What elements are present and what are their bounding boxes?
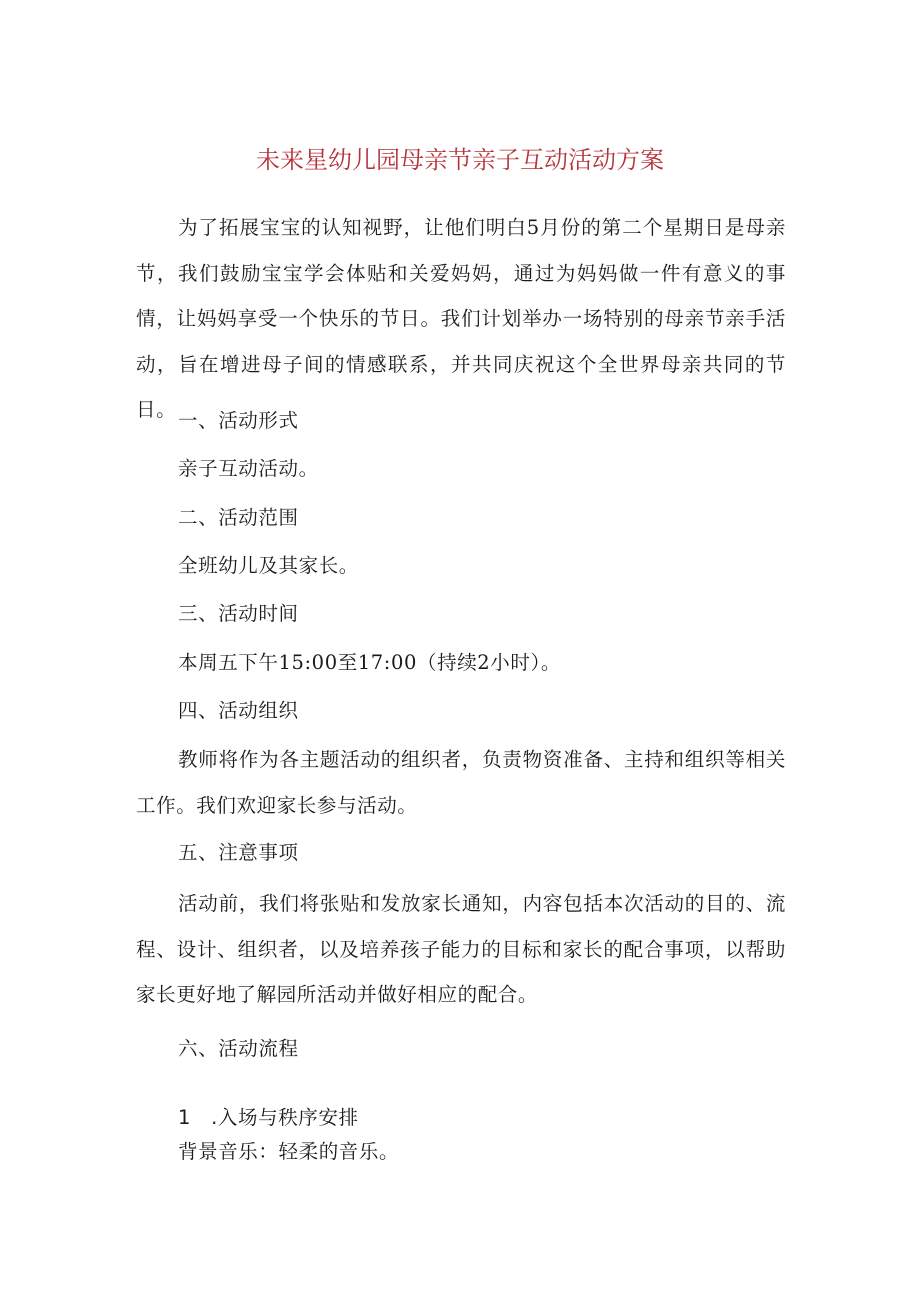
process-step-1-heading: 1 .入场与秩序安排: [178, 1106, 359, 1129]
section-heading-form: 一、活动形式: [178, 409, 299, 432]
process-step-1-body: 背景音乐：轻柔的音乐。: [178, 1140, 400, 1163]
section-body-notes: 活动前，我们将张贴和发放家长通知，内容包括本次活动的目的、流程、设计、组织者，以及培养孩子能力的目标和家长的配合事项，以帮助家长更好地了解园所活动并做好相应的配合。: [136, 892, 786, 1006]
page-title: 未来星幼儿园母亲节亲子互动活动方案: [256, 146, 664, 174]
section-body-scope: 全班幼儿及其家长。: [178, 554, 359, 577]
section-heading-process: 六、活动流程: [178, 1037, 299, 1060]
section-body-form: 亲子互动活动。: [178, 457, 319, 480]
section-heading-organization: 四、活动组织: [178, 699, 299, 722]
section-heading-notes: 五、注意事项: [178, 841, 299, 864]
intro-paragraph: 为了拓展宝宝的认知视野，让他们明白5月份的第二个星期日是母亲节，我们鼓励宝宝学会体贴和关爱妈妈，通过为妈妈做一件有意义的事情，让妈妈享受一个快乐的节日。我们计划举办一场特别的母亲节亲手活动，旨在增进母子间的情感联系，并共同庆祝这个全世界母亲共同的节日。: [136, 216, 786, 421]
section-body-organization: 教师将作为各主题活动的组织者，负责物资准备、主持和组织等相关工作。我们欢迎家长参与活动。: [136, 748, 786, 817]
section-heading-time: 三、活动时间: [178, 602, 299, 625]
section-heading-scope: 二、活动范围: [178, 506, 299, 529]
section-body-time: 本周五下午15:00至17:00（持续2小时）。: [178, 651, 561, 674]
